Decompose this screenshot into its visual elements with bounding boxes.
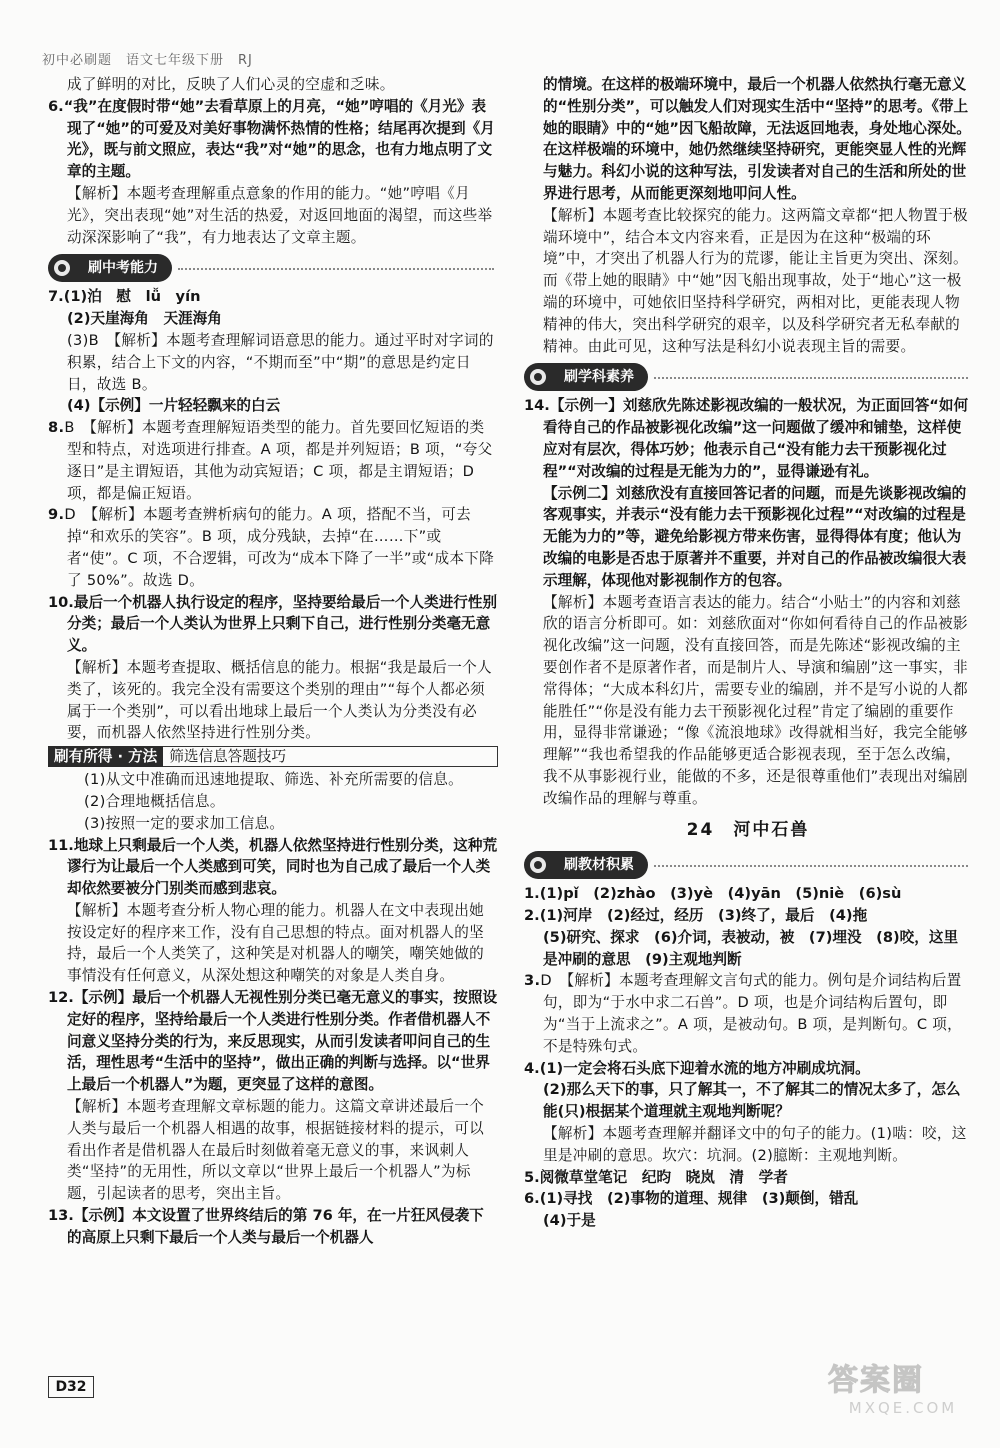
answer-text: (1)河岸 (2)经过，经历 (3)终了，最后 (4)拖: [539, 907, 868, 925]
method-label: 刷有所得 · 方法: [48, 746, 163, 767]
question-number: 10.: [48, 593, 74, 611]
analysis-text: 【解析】本题考查分析人物心理的能力。机器人在文中表现出她按设定好的程序来工作，没有自己思想的特点。面对机器人的坚持，最后一个人类笑了，这种笑是对机器人的嘲笑，嘲笑她做的事情没有任何意义，从深处想这种嘲笑的对象是人类自身。: [67, 901, 485, 985]
watermark-logo: [828, 1355, 978, 1435]
question-number: 3.: [524, 972, 541, 990]
question-number: 8.: [48, 419, 65, 437]
question-number: 6.: [48, 97, 64, 115]
analysis-text: 【解析】本题考查语言表达的能力。结合“小贴士”的内容和刘慈欣的语言分析即可。如：刘慈欣面对“你如何看待自己的作品被影视化改编”这一问题，没有直接回答，而是先陈述“影视改编的主要创作者不是原著作者，而是制片人、导演和编剧”这一事实，非常得体；“大成本科幻片，需要专业的编剧，并不是写小说的人都能胜任”“你是没有能力去干预影视化过程”肯定了编剧的重要作用，显得非常谦逊；“像《流浪地球》改得就相当好，我完全能够理解”“我也希望我的作品能够更适合影视表现，至于怎么改编，我不从事影视行业，能做的不多，还是很尊重他们”表现出对编剧改编作品的理解与尊重。: [543, 593, 968, 807]
method-title: 筛选信息答题技巧: [163, 746, 498, 767]
question-number: 12.: [48, 989, 74, 1007]
question-number: 5.: [524, 1168, 540, 1186]
method-item: (3)按照一定的要求加工信息。: [84, 814, 285, 832]
section-badge-exam: [48, 254, 172, 282]
analysis-text: 【解析】本题考查理解重点意象的作用的能力。“她”哼唱《月光》，突出表现“她”对生活的热爱，对返回地面的渴望，而这些举动深深影响了“我”，有力地表达了文章主题。: [67, 184, 493, 246]
right-column: [524, 74, 972, 1232]
answer-text: (2)那么天下的事，只了解其一，不了解其二的情况太多了，怎么能(只)根据某个道理就主观地判断呢？: [543, 1081, 961, 1121]
answer-text: (1)寻找 (2)事物的道理、规律 (3)颠倒，错乱: [539, 1190, 859, 1208]
section-badge-literacy: [524, 363, 648, 391]
question-number: 2.: [524, 907, 540, 925]
analysis-text: 【解析】本题考查理解文章标题的能力。这篇文章讲述最后一个人类与最后一个机器人相遇的故事，根据链接材料的提示，可以看出作者是借机器人在最后时刻做着毫无意义的事，来讽刺人类“坚持”的无用性，所以文章以“世界上最后一个机器人”为标题，引起读者的思考，突出主旨。: [67, 1098, 485, 1203]
section-badge-textbook: [524, 851, 648, 879]
method-item: (2)合理地概括信息。: [84, 792, 225, 810]
answer-text: 的情境。在这样的极端环境中，最后一个机器人依然执行毫无意义的“性别分类”，可以触发人们对现实生活中“坚持”的思考。《带上她的眼睛》中的“她”因飞船故障，无法返回地表，身处地心深处。在这样极端的环境中，她仍然继续坚持研究，更能突显人性的光辉与魅力。科幻小说的这种写法，引发读者对自己的生活和所处的世界进行思考，从而能更深刻地叩问人性。: [543, 76, 971, 202]
method-item: (1)从文中准确而迅速地提取、筛选、补充所需要的信息。: [84, 771, 464, 789]
analysis-text: 【解析】本题考查比较探究的能力。这两篇文章都“把人物置于极端环境中”，结合本文内容来看，正是因为在这种“极端的环境”中，才突出了机器人行为的荒谬，能让主旨更为突出、深刻。而《带上她的眼睛》中“她”因飞船出现事故，处于“地心”这一极端的环境中，可她依旧坚持科学研究，两相对比，更能表现人物精神的伟大，突出科学研究的艰辛，以及科学研究者无私奉献的精神。由此可见，这种写法是科幻小说表现主旨的需要。: [543, 206, 968, 355]
question-number: 6.: [524, 1190, 540, 1208]
running-header: 初中必刷题 语文七年级下册 RJ: [42, 53, 253, 68]
method-box: [48, 746, 498, 767]
answer-text: 成了鲜明的对比，反映了人们心灵的空虚和乏味。: [67, 76, 395, 93]
answer-text: (1)pǐ (2)zhào (3)yè (4)yān (5)niè (6)sù: [539, 885, 902, 903]
answer-text: 【示例】本文设置了世界终结后的第 76 年，在一片狂风侵袭下的高原上只剩下最后一个人类与最后一个机器人: [67, 1207, 484, 1246]
answer-text: “我”在度假时带“她”去看草原上的月亮，“她”哼唱的《月光》表现了“她”的可爱及对美好事物满怀热情的性格；结尾再次提到《月光》，既与前文照应，表达“我”对“她”的思念，也有力地点明了文章的主题。: [63, 97, 495, 181]
answer-text: (2)天崖海角 天涯海角: [67, 310, 222, 328]
analysis-text: 【解析】本题考查理解并翻译文中的句子的能力。(1)啮：咬，这里是冲刷的意思。坎穴：坑洞。(2)臆断：主观地判断。: [543, 1125, 967, 1164]
answer-text: (4)于是: [543, 1212, 596, 1230]
question-number: 7.: [48, 288, 64, 306]
answer-text: 阅微草堂笔记 纪昀 晓岚 清 学者: [539, 1168, 788, 1186]
page-number: D32: [48, 1376, 94, 1398]
dotted-rule: [178, 268, 494, 270]
badge-label: 刷中考能力: [72, 254, 172, 282]
badge-icon: [48, 254, 84, 282]
analysis-text: D 【解析】本题考查辨析病句的能力。A 项，搭配不当，可去掉“和欢乐的笑容”。B 项，成分残缺，去掉“在……下”或者“使”。C 项，不合逻辑，可改为“成本下降了一半”或“成本下降了 50%”。故选 D。: [64, 506, 495, 589]
badge-label: 刷教材积累: [548, 851, 648, 879]
analysis-text: D 【解析】本题考查理解文言句式的能力。例句是介词结构后置句，即为“于水中求二石兽”。D 项，也是介词结构后置句，即为“当于上流求之”。A 项，是被动句。B 项，是判断句。C 项，不是特殊句式。: [540, 972, 963, 1055]
question-number: 4.: [524, 1059, 540, 1077]
analysis-text: 【解析】本题考查提取、概括信息的能力。根据“我是最后一个人类了，该死的。我完全没有需要这个类别的理由”“每个人都必须属于一个类别”，可以看出地球上最后一个人类认为分类没有必要，而机器人依然坚持进行性别分类。: [67, 658, 492, 742]
question-number: 11.: [48, 836, 74, 854]
watermark-text: 答案圈: [828, 1363, 924, 1398]
dotted-rule: [654, 865, 968, 867]
question-number: 9.: [48, 506, 65, 524]
answer-text: (1)泊 慰 lǚ yín: [63, 288, 201, 306]
question-number: 14.: [524, 397, 550, 415]
question-number: 13.: [48, 1207, 74, 1225]
analysis-text: (3)B 【解析】本题考查理解词语意思的能力。通过平时对字词的积累，结合上下文的内容，“不期而至”中“期”的意思是约定日日，故选 B。: [67, 331, 494, 393]
answer-text: 【示例一】刘慈欣先陈述影视改编的一般状况，为正面回答“如何看待自己的作品被影视化改编”这一问题做了缓冲和铺垫，这样使应对有层次，得体巧妙；他表示自己“没有能力去干预影视化过程”“对改编的过程是无能为力的”，显得谦逊有礼。: [543, 397, 969, 480]
question-number: 1.: [524, 885, 540, 903]
answer-text: 【示例】最后一个机器人无视性别分类已毫无意义的事实，按照设定好的程序，坚持给最后一个人类进行性别分类。作者借机器人不问意义坚持分类的行为，来反思现实，从而引发读者叩问自己的生活，理性思考“生活中的坚持”，做出正确的判断与选择。以“世界上最后一个机器人”为题，更突显了这样的意图。: [67, 989, 498, 1094]
answer-text: (5)研究、探求 (6)介词，表被动，被 (7)埋没 (8)咬，这里是冲刷的意思 (9)主观地判断: [543, 928, 959, 968]
answer-text: 最后一个机器人执行设定的程序，坚持要给最后一个人类进行性别分类；最后一个人类认为世界上只剩下自己，进行性别分类毫无意义。: [67, 593, 498, 655]
badge-label: 刷学科素养: [548, 363, 648, 391]
answer-text: 【示例二】刘慈欣没有直接回答记者的问题，而是先谈影视改编的客观事实，并表示“没有能力去干预影视化过程”“对改编的过程是无能为力的”等，避免给影视方带来伤害，显得得体有度；他认为改编的电影是否忠于原著并不重要，并对自己的作品被改编很大表示理解，体现他对影视制作方的包容。: [543, 484, 967, 589]
answer-text: (4)【示例】一片轻轻飘来的白云: [67, 397, 281, 415]
left-column: [48, 74, 498, 1249]
dotted-rule: [654, 377, 968, 379]
watermark-url: MXQE.COM: [848, 1399, 958, 1417]
section-title: 24 河中石兽: [686, 819, 810, 840]
badge-icon: [524, 851, 560, 879]
answer-text: (1)一定会将石头底下迎着水流的地方冲刷成坑洞。: [539, 1059, 870, 1077]
badge-icon: [524, 363, 560, 391]
answer-text: 地球上只剩最后一个人类，机器人依然坚持进行性别分类，这种荒谬行为让最后一个人类感到可笑，同时也为自己成了最后一个人类却依然要被分门别类而感到悲哀。: [67, 836, 498, 898]
analysis-text: B 【解析】本题考查理解短语类型的能力。首先要回忆短语的类型和特点，对选项进行排查。A 项，都是并列短语；B 项，“夸父逐日”是主谓短语，其他为动宾短语；C 项，都是主谓短语；D 项，都是偏正短语。: [64, 419, 493, 502]
